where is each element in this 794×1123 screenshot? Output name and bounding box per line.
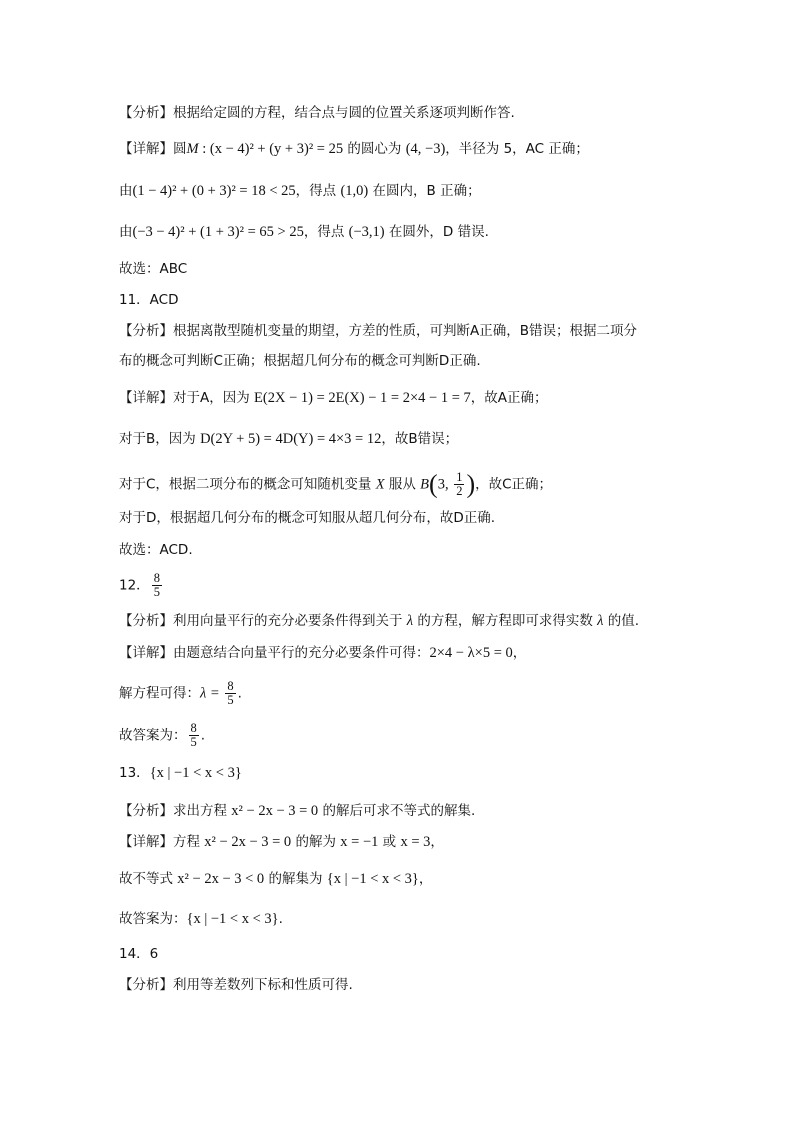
line-10-detail-2 [119,181,481,201]
text: 的解为 [291,834,341,850]
line-11-detail-c [119,471,552,498]
math-expr: x = 3 [400,834,431,850]
text: 故选：ABC [119,261,188,277]
text: 的圆心为 [343,141,406,157]
math-expr: {x | −1 < x < 3} [326,871,419,887]
text: 【分析】利用向量平行的充分必要条件得到关于 [119,613,407,629]
text: 或 [378,834,401,850]
text: ，得点 [303,224,349,240]
line-10-answer [119,259,187,279]
math-expr: D(2Y + 5) = 4D(Y) = 4×3 = 12 [200,431,382,447]
math-expr: 3, [437,476,453,493]
text: 由 [119,224,133,240]
text: 的解集为 [264,871,327,887]
text: ，故B错误； [381,431,459,447]
line-11-analysis-2 [119,351,481,371]
text: . [278,911,283,927]
text: 【详解】由题意结合向量平行的充分必要条件可得： [119,645,430,661]
numerator: 8 [190,721,197,735]
text: ，得点 [295,183,341,199]
math-expr: λ = [200,685,224,702]
text: 【详解】圆 [119,141,187,157]
math-expr: {x | −1 < x < 3} [149,765,242,781]
text: 的方程，解方程即可求得实数 [413,613,598,629]
line-11-answer [119,540,193,560]
text: 故选：ACD. [119,542,193,558]
text: ，故C正确； [475,476,553,493]
text: 故答案为： [119,911,187,927]
text: 【分析】利用等差数列下标和性质可得. [119,977,353,993]
fraction [152,572,162,599]
text: 【分析】根据给定圆的方程，结合点与圆的位置关系逐项判断作答. [119,105,515,121]
text: ， [418,871,433,887]
math-expr: E(2X − 1) = 2E(X) − 1 = 2×4 − 1 = 7 [254,390,471,406]
text: 故不等式 [119,871,178,887]
text: ， [430,834,444,850]
line-13-analysis [119,801,475,821]
question-11-heading [119,290,179,310]
text: 11．ACD [119,292,179,308]
text: 由 [119,183,133,199]
text: 【详解】方程 [119,834,205,850]
question-12-heading [119,572,164,599]
line-12-solution [119,680,242,707]
line-11-detail-a [119,388,548,408]
question-13-heading [119,763,242,783]
text: 14．6 [119,946,159,962]
text: 对于B，因为 [119,431,201,447]
text: 布的概念可判断C正确；根据超几何分布的概念可判断D正确. [119,353,481,369]
math-var: M [186,141,199,157]
math-expr: x² − 2x − 3 = 0 [231,803,319,819]
fraction [454,471,464,498]
denominator: 5 [227,693,234,707]
text: 对于D，根据超几何分布的概念可知服从超几何分布，故D正确. [119,510,496,526]
question-14-heading [119,944,158,964]
text: 对于C，根据二项分布的概念可知随机变量 [119,476,376,493]
text: 【分析】求出方程 [119,803,232,819]
math-var: B [420,476,430,493]
fraction [225,680,235,707]
math-expr: x = −1 [340,834,379,850]
text: 13． [119,765,150,781]
line-14-analysis [119,975,353,995]
text: 服从 [384,476,421,493]
math-expr: (−3,1) [348,224,385,240]
line-12-analysis [119,611,639,631]
text: 的解后可求不等式的解集. [318,803,476,819]
math-expr: x² − 2x − 3 = 0 [204,834,292,850]
line-10-analysis [119,103,515,123]
line-13-answer [119,909,283,929]
text: 12． [119,577,150,594]
math-expr: : (x − 4)² + (y + 3)² = 25 [198,141,344,157]
fraction [189,722,199,749]
math-expr: (1 − 4)² + (0 + 3)² = 18 < 25 [132,183,296,199]
math-var: λ [597,613,604,629]
line-13-solution [119,869,432,889]
math-expr: {x | −1 < x < 3} [186,911,279,927]
text: 故答案为： [119,727,187,744]
text: . [237,685,242,702]
math-expr: (1,0) [340,183,369,199]
text: 解方程可得： [119,685,200,702]
text: 的值. [603,613,640,629]
line-11-detail-d [119,508,495,528]
text: . [200,727,206,744]
math-expr: x² − 2x − 3 < 0 [177,871,265,887]
line-12-answer [119,722,205,749]
denominator: 2 [456,484,463,498]
line-12-detail [119,643,526,663]
numerator: 8 [153,571,160,585]
math-expr: (4, −3) [405,141,446,157]
line-10-detail-3 [119,222,489,242]
text: 在圆外，D 错误. [384,224,489,240]
numerator: 8 [227,679,234,693]
line-13-detail [119,832,444,852]
text: 【详解】对于A，因为 [119,390,255,406]
math-expr: (−3 − 4)² + (1 + 3)² = 65 > 25 [132,224,304,240]
denominator: 5 [153,585,160,599]
paren-close: ) [466,469,476,499]
math-expr: 2×4 − λ×5 = 0 [429,645,513,661]
math-var: X [375,476,385,493]
math-var: λ [406,613,414,629]
text: ，故A正确； [470,390,548,406]
numerator: 1 [456,470,463,484]
line-10-detail-1 [119,139,589,159]
text: ， [512,645,527,661]
text: 在圆内，B 正确； [368,183,481,199]
text: ，半径为 5，AC 正确； [445,141,589,157]
line-11-analysis-1 [119,321,637,341]
paren-open: ( [429,469,438,499]
line-11-detail-b [119,429,458,449]
denominator: 5 [190,735,197,749]
text: 【分析】根据离散型随机变量的期望，方差的性质，可判断A正确，B错误；根据二项分 [119,323,637,339]
